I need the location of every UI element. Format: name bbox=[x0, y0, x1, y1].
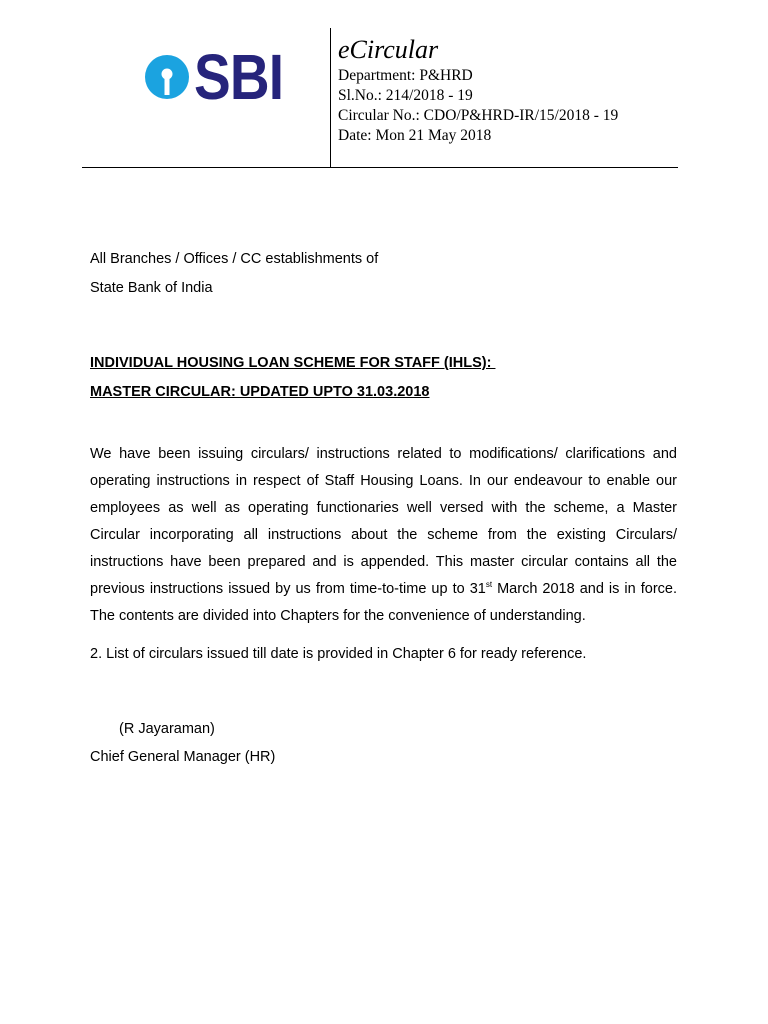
addressee-line-2: State Bank of India bbox=[90, 280, 213, 296]
subject-heading bbox=[90, 349, 495, 407]
sbi-logo bbox=[144, 41, 298, 113]
body-paragraph-part-1: We have been issuing circulars/ instructions related to modifications/ clarifications and operating instructions in respect of Staff Housing Loans. In our endeavour to enable our employees as well as operating functionaries well versed with the scheme, a Master Circular incorporating all instructions about the scheme from the existing Circulars/ instructions have been prepared and is appended. This master circular contains all the previous instructions issued by us from time-to-time up to 31 bbox=[90, 446, 677, 597]
circular-number-line: Circular No.: CDO/P&HRD-IR/15/2018 - 19 bbox=[338, 107, 619, 124]
subject-line-1: INDIVIDUAL HOUSING LOAN SCHEME FOR STAFF (IHLS): bbox=[90, 355, 496, 371]
subject-line-2: MASTER CIRCULAR: UPDATED UPTO 31.03.2018 bbox=[90, 384, 430, 400]
addressee-block bbox=[90, 245, 378, 303]
date-line: Date: Mon 21 May 2018 bbox=[338, 127, 492, 144]
sbi-emblem-icon bbox=[144, 49, 190, 105]
ecircular-title: eCircular bbox=[338, 35, 439, 64]
addressee-line-1: All Branches / Offices / CC establishments of bbox=[90, 251, 379, 267]
header-vertical-divider bbox=[330, 28, 331, 168]
department-line: Department: P&HRD bbox=[338, 67, 473, 84]
serial-number-line: Sl.No.: 214/2018 - 19 bbox=[338, 87, 473, 104]
signatory-name: (R Jayaraman) bbox=[119, 721, 215, 737]
circular-header-info bbox=[338, 34, 618, 146]
sbi-logo-text: SBI bbox=[194, 41, 284, 113]
point-2-paragraph: 2. List of circulars issued till date is provided in Chapter 6 for ready reference. bbox=[90, 646, 587, 662]
body-paragraph-part-2: March 2018 and is in force. The contents are divided into Chapters for the convenience of understanding. bbox=[90, 581, 677, 624]
ordinal-suffix: st bbox=[485, 580, 493, 589]
body-paragraph bbox=[90, 441, 677, 630]
header-horizontal-divider bbox=[82, 167, 678, 168]
signatory-designation: Chief General Manager (HR) bbox=[90, 749, 276, 765]
